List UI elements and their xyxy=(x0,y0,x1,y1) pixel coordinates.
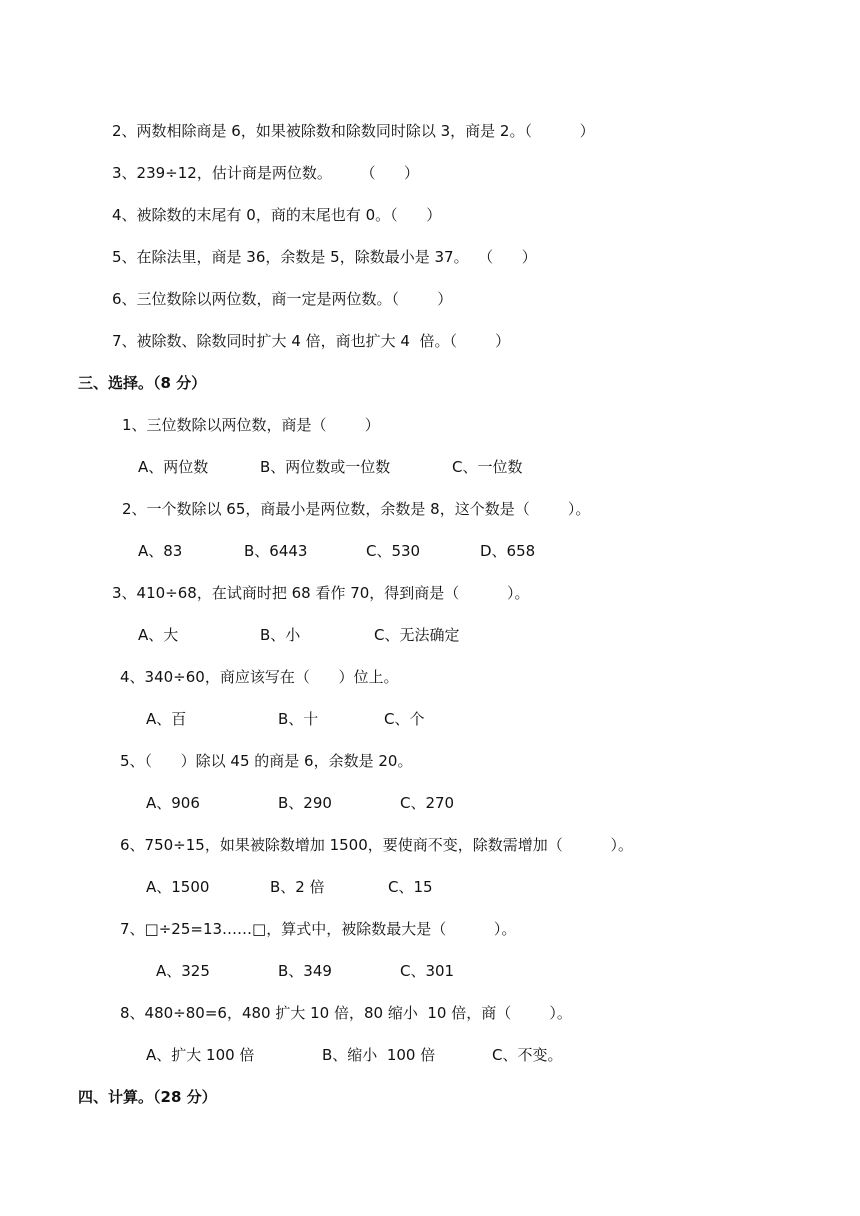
question-8-stem: 8、480÷80=6，480 扩大 10 倍，80 缩小 10 倍，商（ ）。 xyxy=(120,1004,572,1022)
question-3-option-b: B、小 xyxy=(260,626,301,644)
question-1-option-a: A、两位数 xyxy=(138,458,209,476)
question-1-stem: 1、三位数除以两位数，商是（ ） xyxy=(122,416,380,434)
question-3-option-a: A、大 xyxy=(138,626,179,644)
question-5-option-a: A、906 xyxy=(146,794,200,812)
question-1-option-b: B、两位数或一位数 xyxy=(260,458,391,476)
question-4-stem: 4、340÷60，商应该写在（ ）位上。 xyxy=(120,668,399,686)
judgement-item-7: 7、被除数、除数同时扩大 4 倍，商也扩大 4 倍。（ ） xyxy=(112,332,511,350)
judgement-item-4: 4、被除数的末尾有 0，商的末尾也有 0。（ ） xyxy=(112,206,442,224)
judgement-item-5: 5、在除法里，商是 36，余数是 5，除数最小是 37。 （ ） xyxy=(112,248,537,266)
question-3-option-c: C、无法确定 xyxy=(374,626,460,644)
section-three-title: 三、选择。（8 分） xyxy=(78,374,207,392)
question-2-option-c: C、530 xyxy=(366,542,421,560)
question-4-option-a: A、百 xyxy=(146,710,187,728)
judgement-item-6: 6、三位数除以两位数，商一定是两位数。（ ） xyxy=(112,290,453,308)
question-4-option-c: C、个 xyxy=(384,710,425,728)
question-8-option-a: A、扩大 100 倍 xyxy=(146,1046,255,1064)
question-2-option-a: A、83 xyxy=(138,542,183,560)
question-4-option-b: B、十 xyxy=(278,710,319,728)
question-6-option-b: B、2 倍 xyxy=(270,878,325,896)
question-1-option-c: C、一位数 xyxy=(452,458,523,476)
question-8-option-b: B、缩小 100 倍 xyxy=(322,1046,436,1064)
question-7-stem: 7、□÷25=13……□，算式中，被除数最大是（ ）。 xyxy=(120,920,517,938)
judgement-item-3: 3、239÷12，估计商是两位数。 （ ） xyxy=(112,164,420,182)
question-2-option-d: D、658 xyxy=(480,542,536,560)
section-four-title: 四、计算。（28 分） xyxy=(78,1088,217,1106)
question-6-stem: 6、750÷15，如果被除数增加 1500，要使商不变，除数需增加（ ）。 xyxy=(120,836,633,854)
question-5-option-c: C、270 xyxy=(400,794,455,812)
question-2-stem: 2、一个数除以 65，商最小是两位数，余数是 8，这个数是（ ）。 xyxy=(122,500,591,518)
judgement-item-2: 2、两数相除商是 6，如果被除数和除数同时除以 3，商是 2。（ ） xyxy=(112,122,595,140)
question-7-option-a: A、325 xyxy=(156,962,210,980)
question-2-option-b: B、6443 xyxy=(244,542,308,560)
question-8-option-c: C、不变。 xyxy=(492,1046,563,1064)
question-6-option-a: A、1500 xyxy=(146,878,210,896)
question-7-option-c: C、301 xyxy=(400,962,455,980)
question-5-stem: 5、（ ）除以 45 的商是 6，余数是 20。 xyxy=(120,752,413,770)
question-6-option-c: C、15 xyxy=(388,878,433,896)
question-7-option-b: B、349 xyxy=(278,962,332,980)
question-3-stem: 3、410÷68，在试商时把 68 看作 70，得到商是（ ）。 xyxy=(112,584,530,602)
question-5-option-b: B、290 xyxy=(278,794,332,812)
